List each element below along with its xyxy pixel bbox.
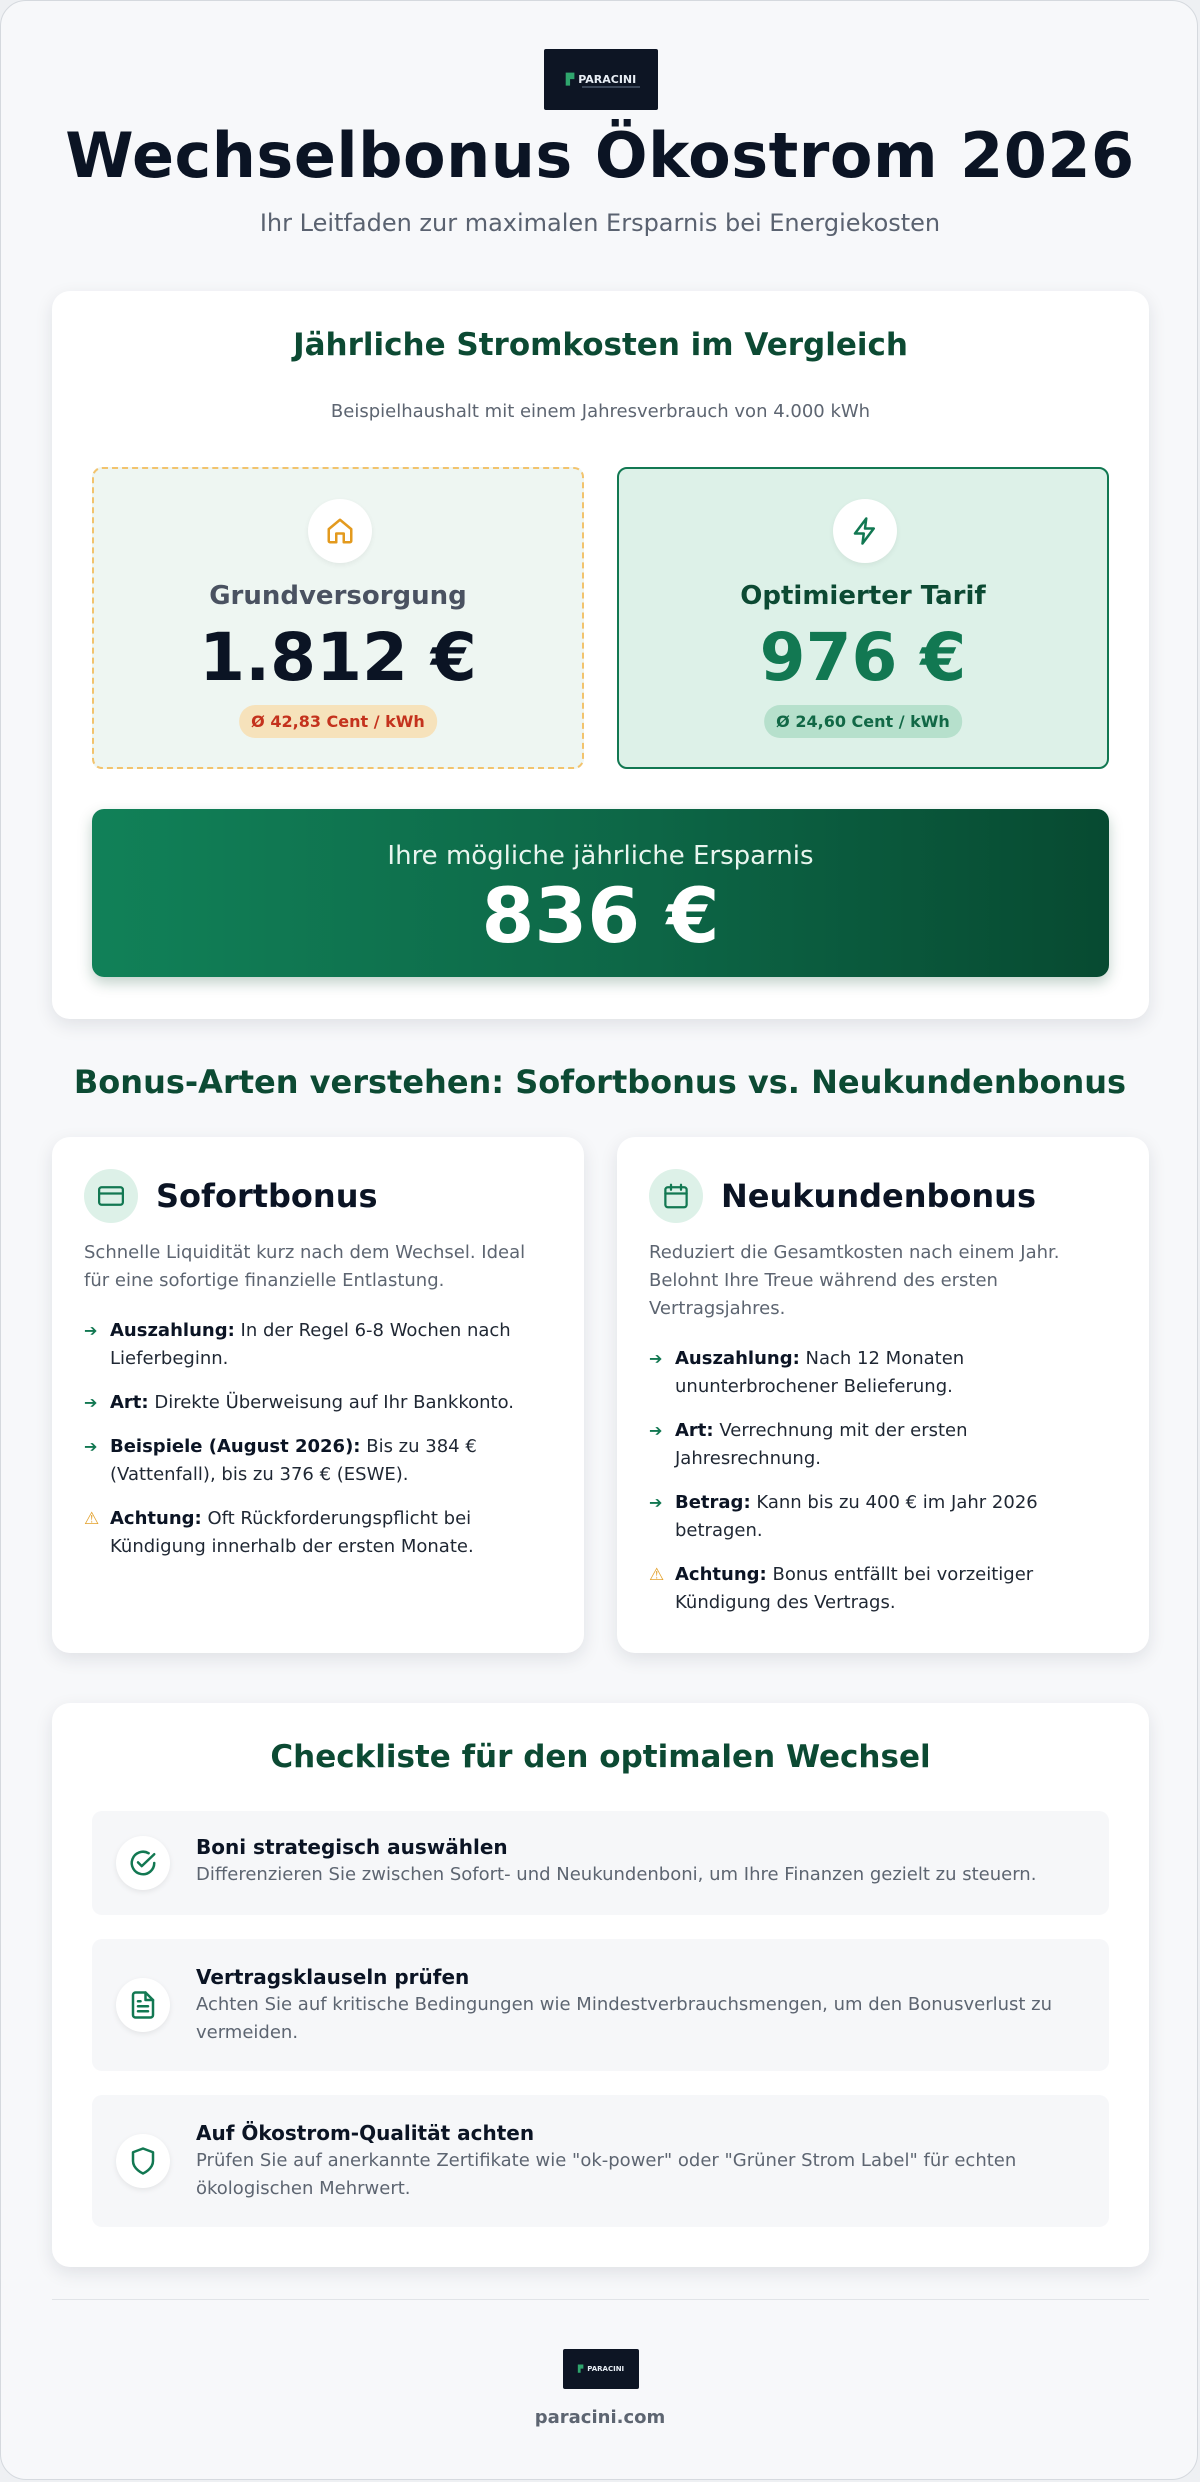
list-item <box>84 1505 554 1561</box>
arrow-icon: ➔ <box>649 1493 663 1512</box>
item-label: Auszahlung: <box>675 1348 800 1369</box>
checklist-item-text: Differenzieren Sie zwischen Sofort- und Neukundenboni, um Ihre Finanzen gezielt zu steuern. <box>196 1864 1037 1885</box>
tariff-rate-badge: Ø 24,60 Cent / kWh <box>764 705 962 738</box>
footer-divider <box>52 2299 1149 2300</box>
logo-mark-icon: ▛ <box>577 2365 584 2373</box>
footer-logo[interactable] <box>563 2349 639 2389</box>
item-text: Bonus entfällt bei vorzeitiger Kündigung des Vertrags. <box>675 1564 1034 1613</box>
checklist-item-title: Vertragsklauseln prüfen <box>196 1965 470 1989</box>
bonus-description: Schnelle Liquidität kurz nach dem Wechsel. Ideal für eine sofortige finanzielle Entlastung. <box>84 1242 526 1291</box>
item-label: Betrag: <box>675 1492 751 1513</box>
item-label: Beispiele (August 2026): <box>110 1436 361 1457</box>
footer-website-link[interactable]: paracini.com <box>534 2407 666 2428</box>
home-icon <box>308 499 372 563</box>
checklist-item-title: Boni strategisch auswählen <box>196 1835 508 1859</box>
tariff-price: 1.812 € <box>199 619 477 696</box>
tariff-optimiert <box>617 467 1109 769</box>
calendar-icon <box>649 1169 703 1223</box>
bonus-description: Reduziert die Gesamtkosten nach einem Jahr. Belohnt Ihre Treue während des ersten Vertragsjahres. <box>649 1242 1060 1319</box>
bonus-section-title: Bonus-Arten verstehen: Sofortbonus vs. Neukundenbonus <box>73 1063 1127 1101</box>
checklist-item <box>92 1939 1109 2071</box>
savings-banner <box>92 809 1109 977</box>
arrow-icon: ➔ <box>84 1437 98 1456</box>
bonus-title: Sofortbonus <box>156 1177 378 1215</box>
item-label: Art: <box>675 1420 714 1441</box>
comparison-subtitle: Beispielhaushalt mit einem Jahresverbrauch von 4.000 kWh <box>330 401 871 422</box>
page-subtitle: Ihr Leitfaden zur maximalen Ersparnis bei Energiekosten <box>259 209 941 237</box>
item-label: Auszahlung: <box>110 1320 235 1341</box>
check-circle-icon <box>116 1836 170 1890</box>
arrow-icon: ➔ <box>84 1321 98 1340</box>
tariff-label: Optimierter Tarif <box>740 581 986 611</box>
savings-value: 836 € <box>481 871 720 960</box>
brand-logo[interactable] <box>544 49 658 110</box>
item-text: Kann bis zu 400 € im Jahr 2026 betragen. <box>675 1492 1038 1541</box>
document-icon <box>116 1978 170 2032</box>
item-label: Art: <box>110 1392 149 1413</box>
checklist-item-text: Achten Sie auf kritische Bedingungen wie Mindestverbrauchsmengen, um den Bonusverlust zu vermeiden. <box>196 1994 1053 2043</box>
list-item <box>84 1433 554 1489</box>
item-text: In der Regel 6-8 Wochen nach Lieferbeginn. <box>110 1320 511 1369</box>
checklist-item <box>92 1811 1109 1915</box>
list-item <box>649 1561 1119 1617</box>
checklist-item-text: Prüfen Sie auf anerkannte Zertifikate wie "ok-power" oder "Grüner Strom Label" für echten ökologischen Mehrwert. <box>196 2150 1017 2199</box>
list-item <box>649 1345 1119 1401</box>
checklist-item-title: Auf Ökostrom-Qualität achten <box>196 2121 535 2145</box>
item-label: Achtung: <box>110 1508 202 1529</box>
checklist-title: Checkliste für den optimalen Wechsel <box>270 1739 931 1775</box>
tariff-price: 976 € <box>759 619 967 696</box>
warning-icon: ⚠ <box>84 1509 100 1529</box>
arrow-icon: ➔ <box>649 1349 663 1368</box>
bonus-details-list <box>84 1317 554 1577</box>
item-text: Direkte Überweisung auf Ihr Bankkonto. <box>154 1392 515 1413</box>
arrow-icon: ➔ <box>84 1393 98 1412</box>
item-text: Nach 12 Monaten ununterbrochener Belieferung. <box>675 1348 965 1397</box>
item-label: Achtung: <box>675 1564 767 1585</box>
bolt-icon <box>833 499 897 563</box>
logo-mark-icon: ▛ <box>565 73 575 86</box>
list-item <box>84 1317 554 1373</box>
bonus-title: Neukundenbonus <box>721 1177 1036 1215</box>
item-text: Bis zu 384 € (Vattenfall), bis zu 376 € (ESWE). <box>110 1436 477 1485</box>
sofortbonus-card <box>52 1137 584 1653</box>
credit-card-icon <box>84 1169 138 1223</box>
tariff-grundversorgung <box>92 467 584 769</box>
checklist-card <box>52 1703 1149 2267</box>
list-item <box>649 1489 1119 1545</box>
item-text: Verrechnung mit der ersten Jahresrechnung. <box>675 1420 968 1469</box>
tariff-label: Grundversorgung <box>209 581 467 611</box>
list-item <box>649 1417 1119 1473</box>
savings-label: Ihre mögliche jährliche Ersparnis <box>387 841 814 871</box>
neukundenbonus-card <box>617 1137 1149 1653</box>
cost-comparison-card <box>52 291 1149 1019</box>
bonus-details-list <box>649 1345 1119 1633</box>
warning-icon: ⚠ <box>649 1565 665 1585</box>
list-item <box>84 1389 554 1417</box>
logo-text: PARACINI <box>578 73 637 86</box>
logo-text: PARACINI <box>587 2365 625 2373</box>
page-title: Wechselbonus Ökostrom 2026 <box>65 119 1135 192</box>
arrow-icon: ➔ <box>649 1421 663 1440</box>
comparison-title: Jährliche Stromkosten im Vergleich <box>293 327 908 363</box>
shield-icon <box>116 2134 170 2188</box>
tariff-rate-badge: Ø 42,83 Cent / kWh <box>239 705 437 738</box>
checklist-item <box>92 2095 1109 2227</box>
item-text: Oft Rückforderungspflicht bei Kündigung innerhalb der ersten Monate. <box>110 1508 474 1557</box>
